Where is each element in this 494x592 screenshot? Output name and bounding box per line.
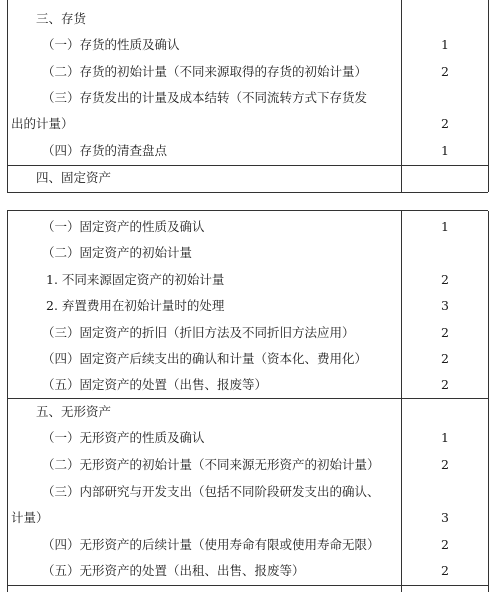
- section-heading-intangible-assets: 五、无形资产: [36, 404, 112, 419]
- row-text: （五）固定资产的处置（出售、报废等）: [42, 377, 268, 392]
- weight-value: 2: [441, 537, 449, 552]
- syllabus-table-bottom: [7, 210, 488, 592]
- weight-value: 2: [441, 377, 449, 392]
- row-text: （二）无形资产的初始计量（不同来源无形资产的初始计量）: [42, 457, 380, 472]
- table-right-border: [488, 211, 489, 592]
- row-text: （四）固定资产后续支出的确认和计量（资本化、费用化）: [42, 351, 368, 366]
- row-text: （四）存货的清查盘点: [42, 143, 168, 158]
- weight-value: 1: [441, 430, 449, 445]
- weight-value: 2: [441, 457, 449, 472]
- row-text: （二）固定资产的初始计量: [42, 245, 193, 260]
- column-divider: [401, 211, 402, 592]
- row-text: （二）存货的初始计量（不同来源取得的存货的初始计量）: [42, 64, 368, 79]
- row-text: （一）无形资产的性质及确认: [42, 430, 205, 445]
- weight-value: 3: [441, 510, 449, 525]
- row-text-continued: 出的计量）: [11, 116, 74, 131]
- weight-value: 2: [441, 351, 449, 366]
- section-heading-inventory: 三、存货: [36, 11, 87, 26]
- section-heading-fixed-assets: 四、固定资产: [36, 170, 112, 185]
- weight-value: 1: [441, 219, 449, 234]
- row-text: （四）无形资产的后续计量（使用寿命有限或使用寿命无限）: [42, 537, 380, 552]
- weight-value: 2: [441, 272, 449, 287]
- table-right-border: [488, 0, 489, 192]
- weight-value: 3: [441, 298, 449, 313]
- weight-value: 2: [441, 116, 449, 131]
- row-text: 2. 弃置费用在初始计量时的处理: [46, 298, 225, 313]
- row-text: （一）存货的性质及确认: [42, 37, 180, 52]
- row-text: （三）存货发出的计量及成本结转（不同流转方式下存货发: [42, 90, 368, 105]
- row-text: （五）无形资产的处置（出租、出售、报废等）: [42, 563, 305, 578]
- row-text: （三）内部研究与开发支出（包括不同阶段研发支出的确认、: [42, 484, 380, 499]
- row-text: （一）固定资产的性质及确认: [42, 219, 205, 234]
- weight-value: 2: [441, 325, 449, 340]
- syllabus-table-top: [7, 0, 488, 193]
- row-text: 1. 不同来源固定资产的初始计量: [46, 272, 225, 287]
- weight-value: 2: [441, 563, 449, 578]
- weight-value: 1: [441, 37, 449, 52]
- weight-value: 2: [441, 64, 449, 79]
- weight-value: 1: [441, 143, 449, 158]
- row-divider: [8, 585, 488, 586]
- row-text-continued: 计量）: [11, 510, 49, 525]
- column-divider: [401, 0, 402, 192]
- row-text: （三）固定资产的折旧（折旧方法及不同折旧方法应用）: [42, 325, 355, 340]
